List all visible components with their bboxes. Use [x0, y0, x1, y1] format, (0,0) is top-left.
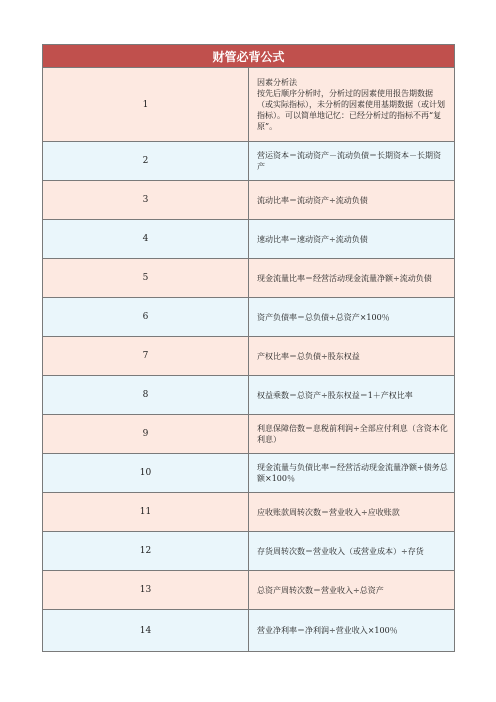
- row-number: 9: [43, 415, 249, 454]
- table-row: [43, 142, 455, 181]
- formula-text: 产权比率＝总负债÷股东权益: [249, 337, 455, 376]
- row-number: 13: [43, 571, 249, 610]
- table-body: [43, 68, 455, 652]
- formula-text: 权益乘数＝总资产÷股东权益＝1＋产权比率: [249, 376, 455, 415]
- row-number: 1: [43, 68, 249, 142]
- row-number: 2: [43, 142, 249, 181]
- formula-text: 资产负债率＝总负债÷总资产×100％: [249, 298, 455, 337]
- table-row: [43, 337, 455, 376]
- row-number: 11: [43, 493, 249, 532]
- table-row: [43, 220, 455, 259]
- title-row: [43, 45, 455, 68]
- formula-text: 现金流量比率＝经营活动现金流量净额÷流动负债: [249, 259, 455, 298]
- row-number: 6: [43, 298, 249, 337]
- formula-text: 营运资本＝流动资产－流动负债＝长期资本－长期资产: [249, 142, 455, 181]
- table-row: [43, 376, 455, 415]
- table-row: [43, 493, 455, 532]
- formula-text: 因素分析法 按先后顺序分析时，分析过的因素使用报告期数据（或实际指标），未分析的因素使用基期数据（或计划指标）。可以简单地记忆：已经分析过的指标不再“复原”。: [249, 68, 455, 142]
- table-row: [43, 259, 455, 298]
- row-number: 12: [43, 532, 249, 571]
- table-row: [43, 68, 455, 142]
- table-row: [43, 454, 455, 493]
- table-row: [43, 610, 455, 652]
- formula-text: 现金流量与负债比率＝经营活动现金流量净额÷债务总额×100％: [249, 454, 455, 493]
- formula-text: 速动比率＝速动资产÷流动负债: [249, 220, 455, 259]
- formula-text: 利息保障倍数＝息税前利润÷全部应付利息（含资本化利息）: [249, 415, 455, 454]
- formula-text: 存货周转次数＝营业收入（或营业成本）÷存货: [249, 532, 455, 571]
- table-title: 财管必背公式: [43, 45, 455, 68]
- formula-text: 总资产周转次数＝营业收入÷总资产: [249, 571, 455, 610]
- formula-text: 营业净利率＝净利润÷营业收入×100％: [249, 610, 455, 652]
- row-number: 7: [43, 337, 249, 376]
- row-number: 3: [43, 181, 249, 220]
- row-number: 5: [43, 259, 249, 298]
- table-row: [43, 415, 455, 454]
- table-row: [43, 571, 455, 610]
- row-number: 8: [43, 376, 249, 415]
- row-number: 10: [43, 454, 249, 493]
- table-row: [43, 181, 455, 220]
- row-number: 4: [43, 220, 249, 259]
- formula-text: 应收账款周转次数＝营业收入÷应收账款: [249, 493, 455, 532]
- row-number: 14: [43, 610, 249, 652]
- table-row: [43, 298, 455, 337]
- table-row: [43, 532, 455, 571]
- formula-table: [42, 44, 455, 652]
- formula-text: 流动比率＝流动资产÷流动负债: [249, 181, 455, 220]
